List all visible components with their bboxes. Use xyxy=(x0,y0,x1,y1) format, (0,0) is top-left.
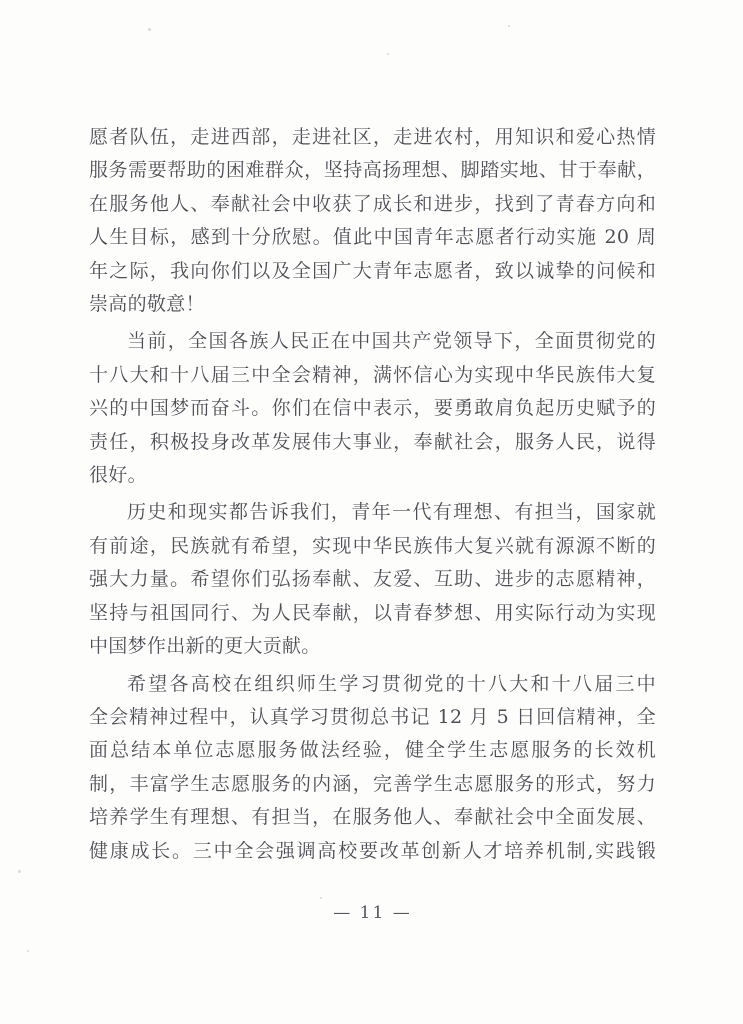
text-line: 全会精神过程中，认真学习贯彻总书记 12 月 5 日回信精神，全 xyxy=(89,705,656,728)
text-line: 兴的中国梦而奋斗。你们在信中表示，要勇敢肩负起历史赋予的 xyxy=(89,397,656,420)
scan-speck xyxy=(387,53,389,55)
paragraph-4 xyxy=(89,668,656,868)
text-line: 希望各高校在组织师生学习贯彻党的十八大和十八届三中 xyxy=(127,672,656,695)
text-line: 有前途，民族就有希望，实现中华民族伟大复兴就有源源不断的 xyxy=(89,534,656,557)
paragraph-1 xyxy=(89,121,656,321)
text-line: 制，丰富学生志愿服务的内涵，完善学生志愿服务的形式，努力 xyxy=(89,772,656,795)
text-line: 十八大和十八届三中全会精神，满怀信心为实现中华民族伟大复 xyxy=(89,363,656,386)
paragraph-3 xyxy=(89,496,656,663)
text-line: 当前，全国各族人民正在中国共产党领导下，全面贯彻党的 xyxy=(127,330,656,353)
page-number: — 11 — xyxy=(333,903,412,923)
text-line: 很好。 xyxy=(89,464,147,487)
text-line: 培养学生有理想、有担当，在服务他人、奉献社会中全面发展、 xyxy=(89,806,656,829)
scan-speck xyxy=(18,870,21,873)
text-line: 强大力量。希望你们弘扬奉献、友爱、互助、进步的志愿精神， xyxy=(89,568,656,591)
text-line: 坚持与祖国同行、为人民奉献，以青春梦想、用实际行动为实现 xyxy=(89,601,656,624)
text-line: 人生目标，感到十分欣慰。值此中国青年志愿者行动实施 20 周 xyxy=(89,226,656,249)
text-line: 面总结本单位志愿服务做法经验，健全学生志愿服务的长效机 xyxy=(89,739,656,762)
letter-body xyxy=(89,121,656,872)
text-line: 历史和现实都告诉我们，青年一代有理想、有担当，国家就 xyxy=(127,501,656,524)
paragraph-2 xyxy=(89,325,656,492)
text-line: 在服务他人、奉献社会中收获了成长和进步，找到了青春方向和 xyxy=(89,192,656,215)
scan-speck xyxy=(148,28,151,31)
scan-speck xyxy=(27,950,29,952)
scan-speck xyxy=(320,897,322,899)
text-line: 服务需要帮助的困难群众，坚持高扬理想、脚踏实地、甘于奉献， xyxy=(89,159,656,182)
text-line: 愿者队伍，走进西部，走进社区，走进农村，用知识和爱心热情 xyxy=(89,126,656,148)
scan-speck xyxy=(508,25,510,27)
text-line: 崇高的敬意！ xyxy=(89,293,205,316)
text-line: 年之际，我向你们以及全国广大青年志愿者，致以诚挚的问候和 xyxy=(89,259,656,282)
text-line: 责任，积极投身改革发展伟大事业，奉献社会，服务人民，说得 xyxy=(89,430,656,453)
text-line: 中国梦作出新的更大贡献。 xyxy=(89,635,321,658)
text-line: 健康成长。三中全会强调高校要改革创新人才培养机制,实践锻 xyxy=(89,839,656,862)
